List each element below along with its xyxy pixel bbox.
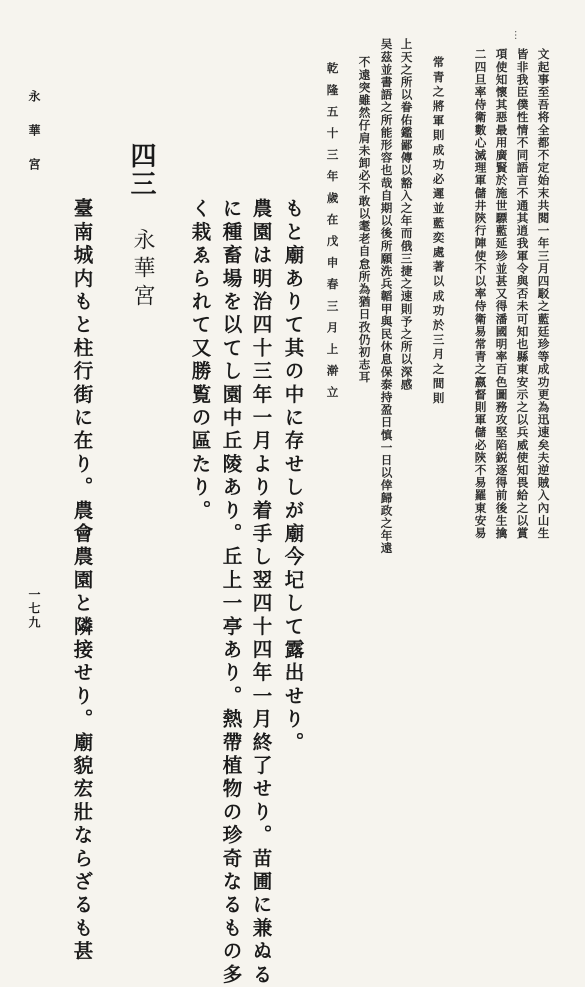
continuation-mark: … (512, 30, 523, 42)
body-line-3: に種畜場を以てし園中丘陵あり。丘上一亭あり。熱帶植物の珍奇なるもの多 (219, 198, 243, 987)
quote-line-4: 二四旦率侍衛數心滅理軍儲井陝行陣使不以率侍衛易常青之嬴督則軍儲必陝不易羅東安易 (473, 48, 488, 540)
quote-line-1: 文起事至吾将全都不定始末共閱一年三月四駁之藍廷珍等成功更為迅速矣夫逆賊入內山生 (536, 48, 551, 540)
body-line-1: もと廟ありて其の中に存せしが廟今圮して露出せり。 (281, 198, 305, 755)
section-number: 四三 (126, 142, 156, 198)
quote-line-7: 吴茲並書語之所能形容也哉自期以後所願洗兵韜甲與民休息保泰持盈日慎一日以倖歸政之年遠 (379, 38, 394, 555)
quote-date-line: 乾隆五十三年歲在戊申春三月上澣立 (325, 62, 340, 408)
quote-line-2: 皆非我臣僕性情不同語言不通其逍我軍令與否未可知也縣東安示之以兵威使知畏給之以賞 (515, 48, 530, 540)
running-header: 永華宮 (27, 90, 41, 192)
quote-line-5: 常青之將軍則成功必遲並藍奕處著以成功於三月之間則 (431, 56, 446, 407)
body-line-2: 農園は明治四十三年一月より着手し翌四十四年一月終了せり。苗圃に兼ぬる (249, 198, 273, 987)
quote-line-8: 不遠突雖然仔肩未卸必不敢以耄老自怠所為猶日孜仍初志耳 (357, 56, 372, 384)
section-title: 永華宮 (130, 228, 155, 312)
quote-line-6: 上天之所以眷佑鑑鄙傳以豁入之年而俄三捷之速則予之所以深感 (399, 38, 414, 391)
body-line-4: く栽ゑられて又勝覧の區たり。 (188, 198, 212, 523)
body-line-5: 臺南城内もと柱行街に在り。農會農園と隣接せり。廟貌宏壯ならざるも甚 (70, 198, 94, 964)
quote-line-3: 項使知懷其惡最用廣賢於施世驃藍延珍並甚又得潘國明率百色圖務攻堅陷鋭逐得前後生擒 (494, 48, 509, 540)
page-number: 一七九 (27, 588, 41, 630)
